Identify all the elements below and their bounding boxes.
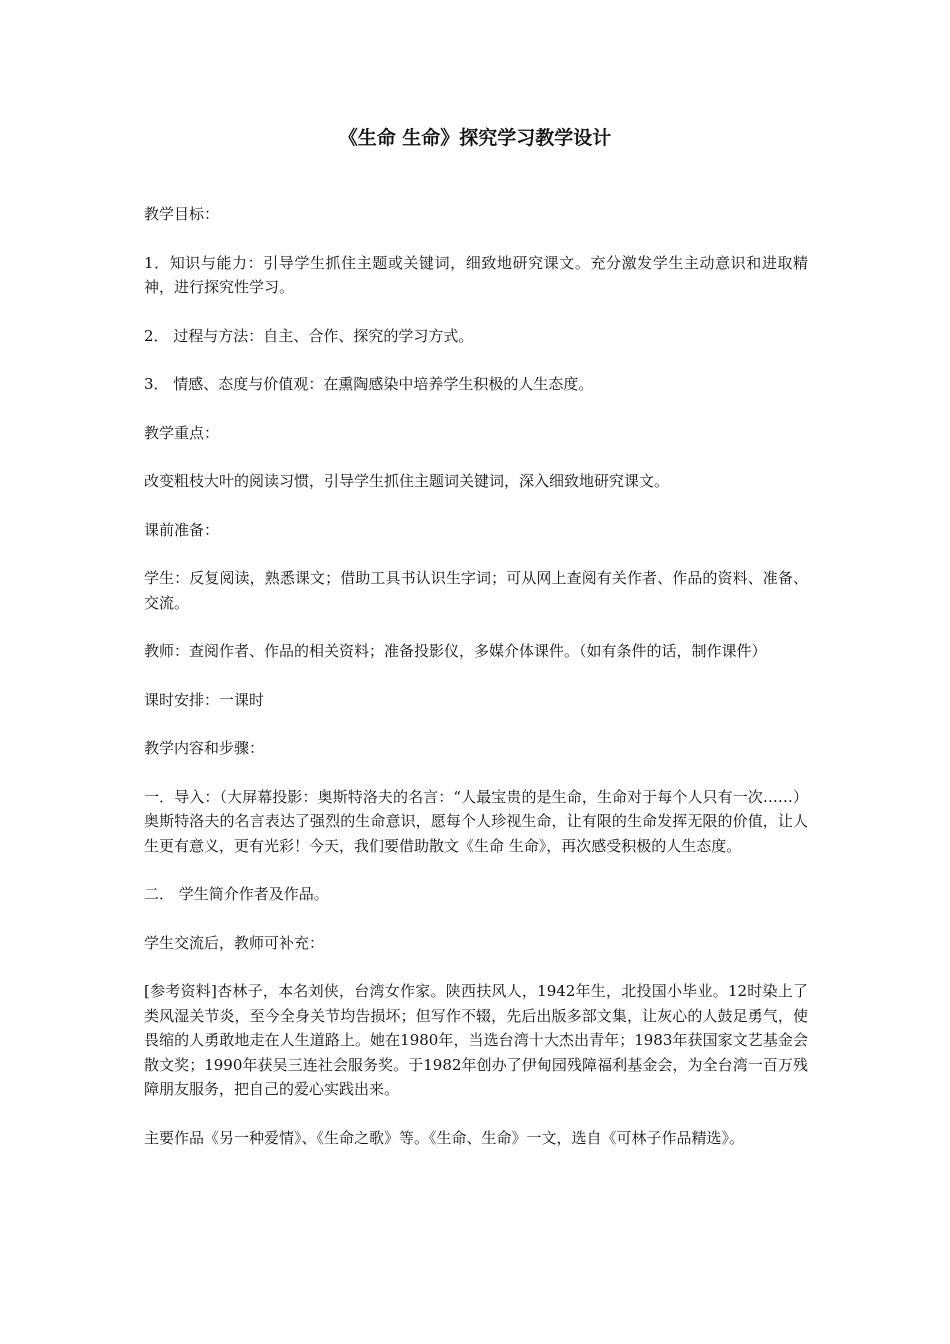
objective-process: 2． 过程与方法：自主、合作、探究的学习方式。 — [144, 326, 474, 345]
document-title: 《生命 生命》探究学习教学设计 — [338, 127, 612, 149]
main-works: 主要作品《另一种爱情》、《生命之歌》等。《生命、生命》一文，选自《可林子作品精选》。 — [144, 1128, 745, 1147]
section-heading-key-points: 教学重点： — [144, 423, 220, 442]
objective-emotion: 3． 情感、态度与价值观：在熏陶感染中培养学生积极的人生态度。 — [144, 375, 594, 393]
key-points-text: 改变粗枝大叶的阅读习惯，引导学生抓住主题词关键词，深入细致地研究课文。 — [144, 472, 670, 490]
reference-material: [参考资料]杏林子，本名刘侠，台湾女作家。陕西扶风人，1942年生，北投国小毕业。12时染上了类风湿关节炎，至今全身关节均告损坏；但写作不辍，先后出版多部文集，让灰心的人鼓足勇气，使畏缩的人勇敢地走在人生道路上。她在1980年，当选台湾十大杰出青年；1983年获国家文艺基金会散文奖；1990年获吴三连社会服务奖。于1982年创办了伊甸园残障福利基金会，为全台湾一百万残障朋友服务，把自己的爱心实践出来。 — [144, 982, 808, 1098]
section-heading-preparation: 课前准备： — [144, 520, 220, 539]
class-schedule: 课时安排：一课时 — [144, 690, 265, 709]
preparation-teacher: 教师：查阅作者、作品的相关资料；准备投影仪，多媒介体课件。（如有条件的话，制作课件） — [144, 642, 767, 660]
section-heading-steps: 教学内容和步骤： — [144, 739, 265, 757]
step-author-intro: 二． 学生简介作者及作品。 — [144, 885, 329, 903]
step-introduction: 一．导入：（大屏幕投影：奥斯特洛夫的名言：“人最宝贵的是生命，生命对于每个人只有一次……）奥斯特洛夫的名言表达了强烈的生命意识，愿每个人珍视生命，让有限的生命发挥无限的价值，让人生更有意义，更有光彩！今天，我们要借助散文《生命 生命》，再次感受积极的人生态度。 — [144, 787, 808, 855]
section-heading-objectives: 教学目标： — [144, 205, 220, 223]
preparation-students: 学生：反复阅读，熟悉课文；借助工具书认识生字词；可从网上查阅有关作者、作品的资料、准备、交流。 — [144, 569, 808, 612]
objective-knowledge: 1．知识与能力：引导学生抓住主题或关键词，细致地研究课文。充分激发学生主动意识和进取精神，进行探究性学习。 — [144, 253, 808, 296]
teacher-supplement: 学生交流后，教师可补充： — [144, 933, 325, 952]
document-body — [144, 202, 808, 1174]
